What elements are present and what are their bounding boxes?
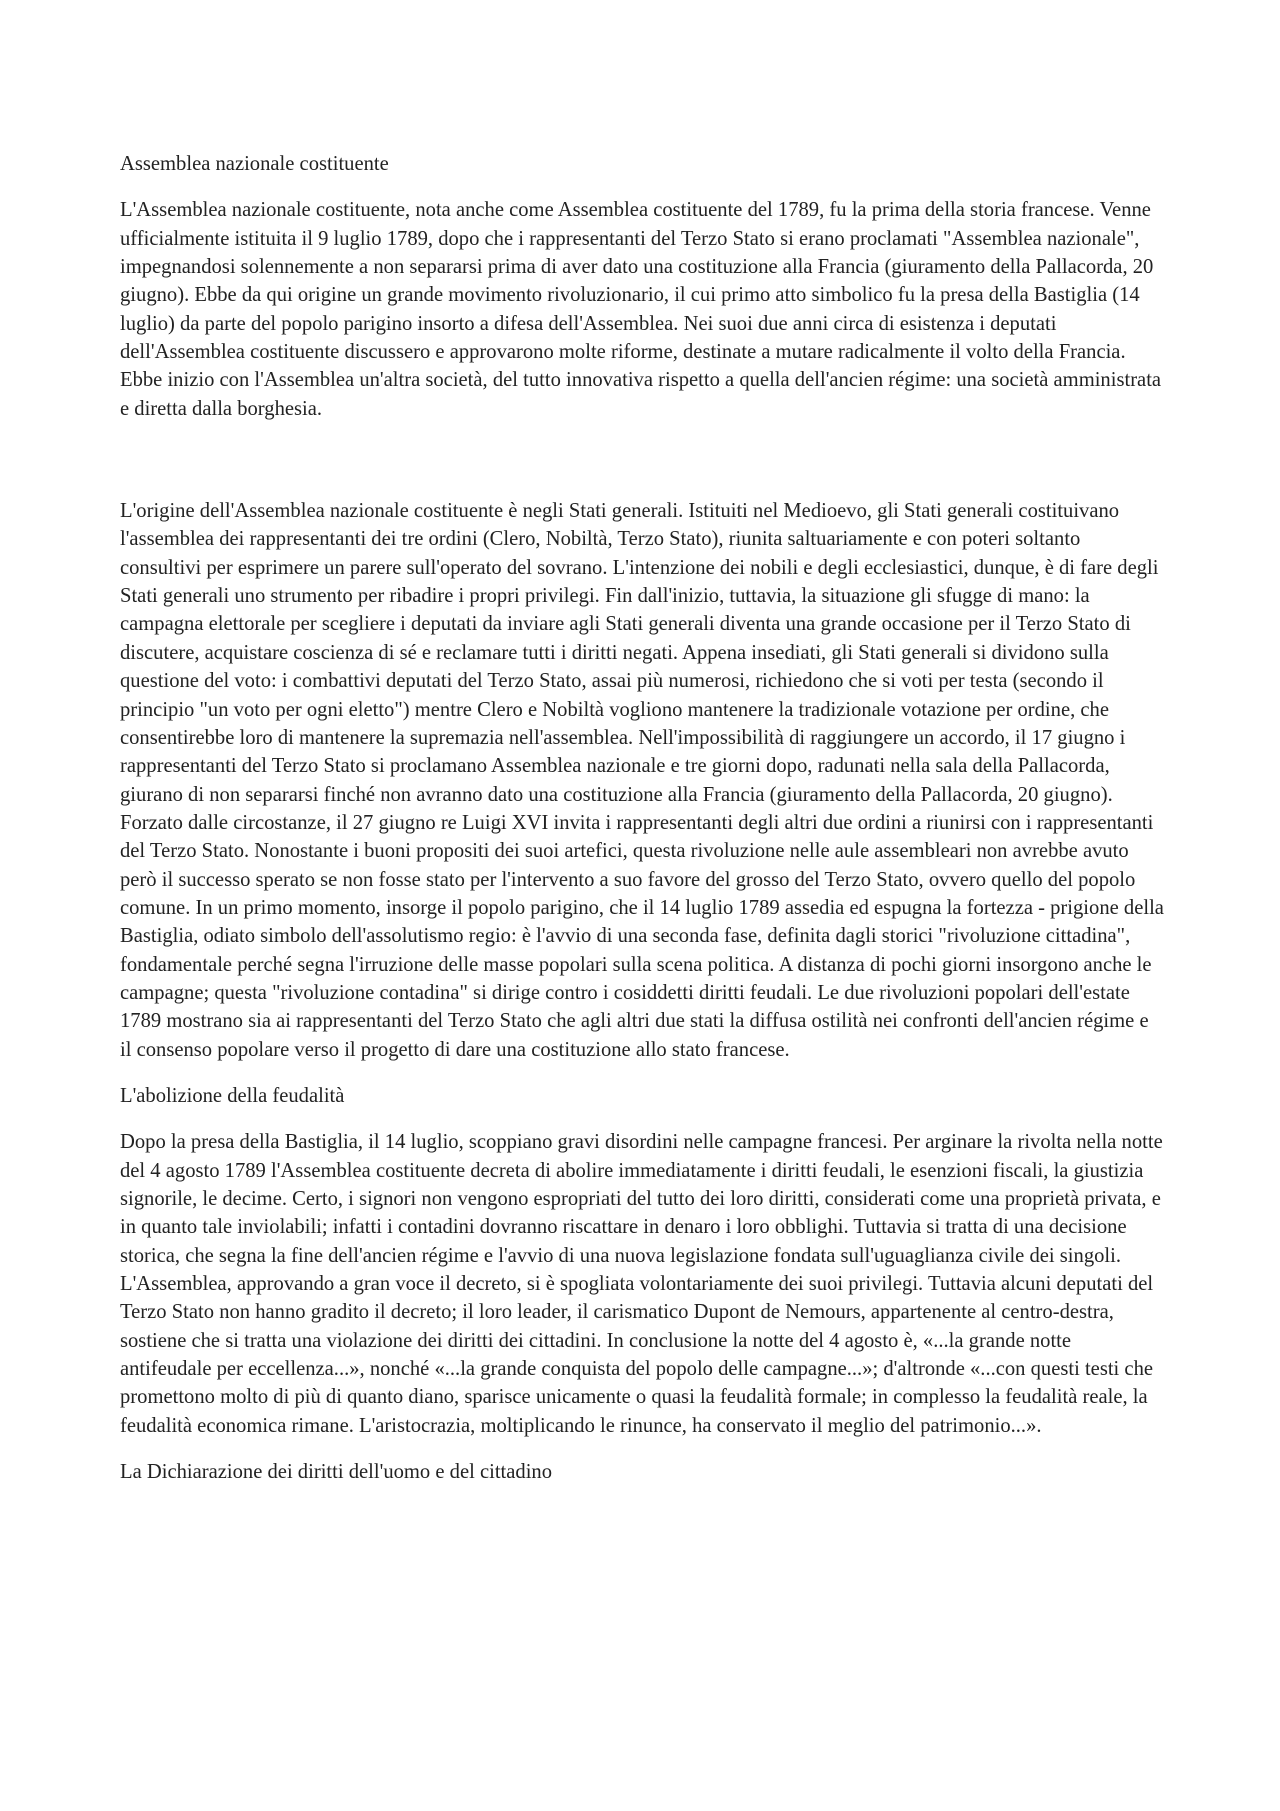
- paragraph-feudalita: Dopo la presa della Bastiglia, il 14 luglio, scoppiano gravi disordini nelle campagne francesi. Per arginare la rivolta nella notte del 4 agosto 1789 l'Assemblea costituente decreta di abolire immediatamente i diritti feudali, le esenzioni fiscali, la giustizia signorile, le decime. Certo, i signori non vengono espropriati del tutto dei loro diritti, considerati come una proprietà privata, e in quanto tale inviolabili; infatti i contadini dovranno riscattare in denaro i loro obblighi. Tuttavia si tratta di una decisione storica, che segna la fine dell'ancien régime e l'avvio di una nuova legislazione fondata sull'uguaglianza civile dei singoli. L'Assemblea, approvando a gran voce il decreto, si è spogliata volontariamente dei suoi privilegi. Tuttavia alcuni deputati del Terzo Stato non hanno gradito il decreto; il loro leader, il carismatico Dupont de Nemours, appartenente al centro-destra, sostiene che si tratta una violazione dei diritti dei cittadini. In conclusione la notte del 4 agosto è, «...la grande notte antifeudale per eccellenza...», nonché «...la grande conquista del popolo delle campagne...»; d'altronde «...con questi testi che promettono molto di più di quanto diano, sparisce unicamente o quasi la feudalità formale; in complesso la feudalità reale, la feudalità economica rimane. L'aristocrazia, moltiplicando le rinunce, ha conservato il meglio del patrimonio...».: [120, 1131, 1163, 1437]
- paragraph-assemblea-intro: L'Assemblea nazionale costituente, nota anche come Assemblea costituente del 1789, fu la prima della storia francese. Venne ufficialmente istituita il 9 luglio 1789, dopo che i rappresentanti del Terzo Stato si erano proclamati "Assemblea nazionale", impegnandosi solennemente a non separarsi prima di aver dato una costituzione alla Francia (giuramento della Pallacorda, 20 giugno). Ebbe da qui origine un grande movimento rivoluzionario, il cui primo atto simbolico fu la presa della Bastiglia (14 luglio) da parte del popolo parigino insorto a difesa dell'Assemblea. Nei suoi due anni circa di esistenza i deputati dell'Assemblea costituente discussero e approvarono molte riforme, destinate a mutare radicalmente il volto della Francia. Ebbe inizio con l'Assemblea un'altra società, del tutto innovativa rispetto a quella dell'ancien régime: una società amministrata e diretta dalla borghesia.: [120, 199, 1162, 420]
- section-heading-assemblea: Assemblea nazionale costituente: [120, 153, 389, 175]
- section-heading-dichiarazione: La Dichiarazione dei diritti dell'uomo e del cittadino: [120, 1461, 553, 1484]
- paragraph-stati-generali: L'origine dell'Assemblea nazionale costituente è negli Stati generali. Istituiti nel Medioevo, gli Stati generali costituivano l'assemblea dei rappresentanti dei tre ordini (Clero, Nobiltà, Terzo Stato), riunita saltuariamente e con poteri soltanto consultivi per esprimere un parere sull'operato del sovrano. L'intenzione dei nobili e degli ecclesiastici, dunque, è di fare degli Stati generali uno strumento per ribadire i propri privilegi. Fin dall'inizio, tuttavia, la situazione gli sfugge di mano: la campagna elettorale per scegliere i deputati da inviare agli Stati generali diventa una grande occasione per il Terzo Stato di discutere, acquistare coscienza di sé e reclamare tutti i diritti negati. Appena insediati, gli Stati generali si dividono sulla questione del voto: i combattivi deputati del Terzo Stato, assai più numerosi, richiedono che si voti per testa (secondo il principio "un voto per ogni eletto") mentre Clero e Nobiltà vogliono mantenere la tradizionale votazione per ordine, che consentirebbe loro di mantenere la supremazia nell'assemblea. Nell'impossibilità di raggiungere un accordo, il 17 giugno i rappresentanti del Terzo Stato si proclamano Assemblea nazionale e tre giorni dopo, radunati nella sala della Pallacorda, giurano di non separarsi finché non avranno dato una costituzione alla Francia (giuramento della Pallacorda, 20 giugno). Forzato dalle circostanze, il 27 giugno re Luigi XVI invita i rappresentanti degli altri due ordini a riunirsi con i rappresentanti del Terzo Stato. Nonostante i buoni propositi dei suoi artefici, questa rivoluzione nelle aule assembleari non avrebbe avuto però il successo sperato se non fosse stato per l'intervento a suo favore del grosso del Terzo Stato, ovvero quello del popolo comune. In un primo momento, insorge il popolo parigino, che il 14 luglio 1789 assedia ed espugna la fortezza - prigione della Bastiglia, odiato simbolo dell'assolutismo regio: è l'avvio di una seconda fase, definita dagli storici "rivoluzione cittadina", fondamentale perché segna l'irruzione delle masse popolari sulla scena politica. A distanza di pochi giorni insorgono anche le campagne; questa "rivoluzione contadina" si dirige contro i cosiddetti diritti feudali. Le due rivoluzioni popolari dell'estate 1789 mostrano sia ai rappresentanti del Terzo Stato che agli altri due stati la diffusa ostilità nei confronti dell'ancien régime e il consenso popolare verso il progetto di dare una costituzione allo stato francese.: [120, 500, 1164, 1061]
- blank-gap: [120, 441, 1165, 497]
- section-heading-feudalita: L'abolizione della feudalità: [120, 1084, 345, 1107]
